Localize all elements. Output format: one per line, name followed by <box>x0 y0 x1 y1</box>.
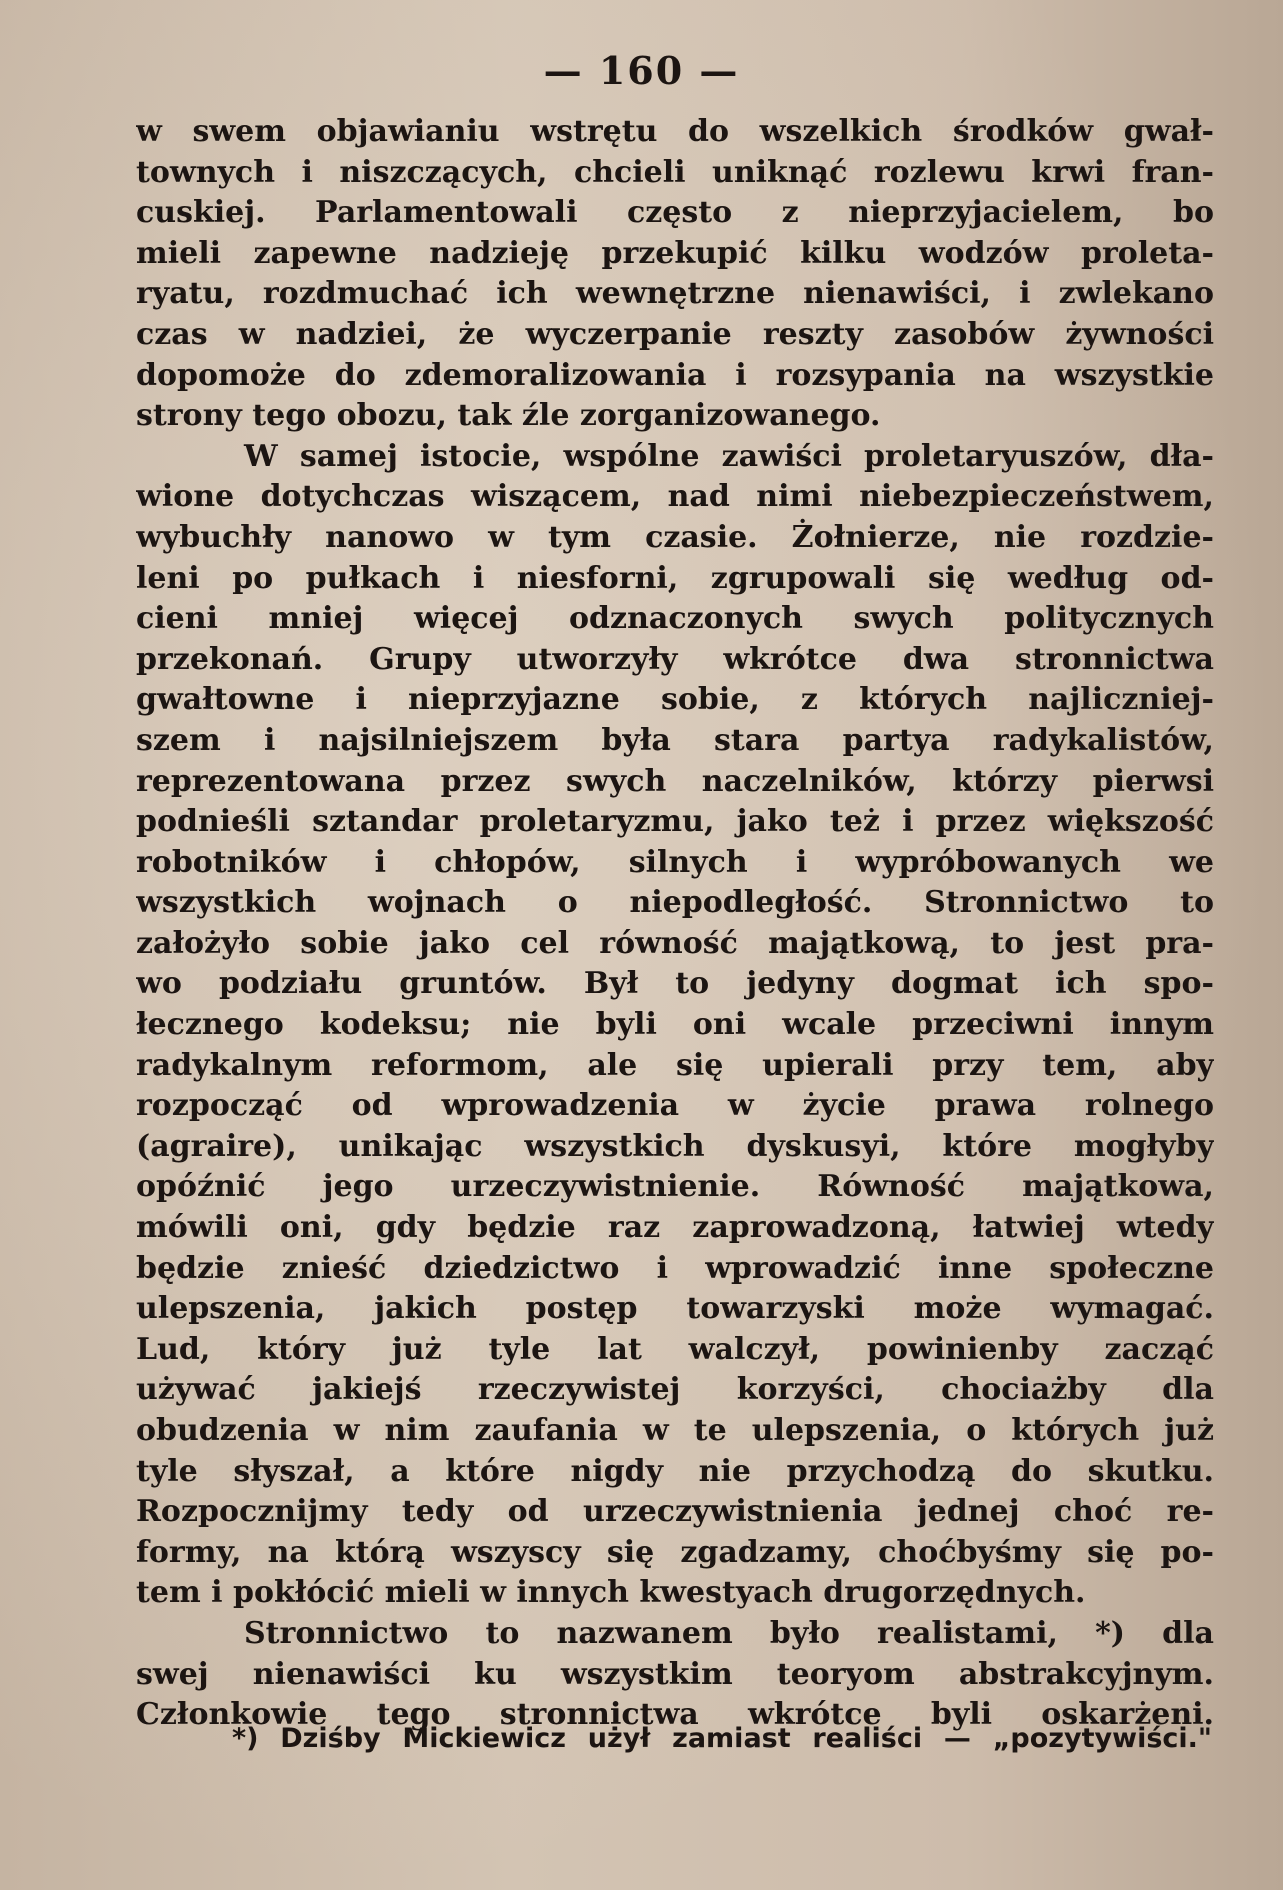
footnote: *) Dziśby Mickiewicz użył zamiast realiści — „pozytywiści." <box>232 1723 1212 1754</box>
body-text <box>136 112 1214 1736</box>
text-line: dopomoże do zdemoralizowania i rozsypania na wszystkie <box>136 357 1214 393</box>
text-line: Członkowie tego stronnictwa wkrótce byli oskarżeni. <box>136 1697 1214 1733</box>
text-line: gwałtowne i nieprzyjazne sobie, z których najliczniej- <box>136 682 1214 718</box>
text-line: reprezentowana przez swych naczelników, którzy pierwsi <box>136 763 1214 799</box>
page-number: — 160 — <box>543 48 740 93</box>
text-line: szem i najsilniejszem była stara partya radykalistów, <box>136 722 1214 758</box>
text-line: (agraire), unikając wszystkich dyskusyi, które mogłyby <box>136 1128 1214 1164</box>
text-line: ulepszenia, jakich postęp towarzyski może wymagać. <box>136 1291 1214 1327</box>
text-line: leni po pułkach i niesforni, zgrupowali się według od- <box>136 560 1214 596</box>
text-line: będzie znieść dziedzictwo i wprowadzić inne społeczne <box>136 1250 1214 1286</box>
text-line: tyle słyszał, a które nigdy nie przychodzą do skutku. <box>136 1453 1214 1489</box>
text-line: W samej istocie, wspólne zawiści proletaryuszów, dła- <box>244 438 1214 474</box>
text-line: przekonań. Grupy utworzyły wkrótce dwa stronnictwa <box>136 641 1214 677</box>
text-line: mówili oni, gdy będzie raz zaprowadzoną, łatwiej wtedy <box>136 1210 1214 1246</box>
text-line: założyło sobie jako cel równość majątkową, to jest pra- <box>136 925 1214 961</box>
text-line: używać jakiejś rzeczywistej korzyści, chociażby dla <box>136 1372 1214 1408</box>
text-line: Stronnictwo to nazwanem było realistami, *) dla <box>244 1615 1214 1651</box>
text-line: cuskiej. Parlamentowali często z nieprzyjacielem, bo <box>136 195 1214 231</box>
text-line: radykalnym reformom, ale się upierali przy tem, aby <box>136 1047 1214 1083</box>
text-line: mieli zapewne nadzieję przekupić kilku wodzów proleta- <box>136 235 1214 271</box>
text-line: tem i pokłócić mieli w innych kwestyach drugorzędnych. <box>136 1575 1086 1611</box>
text-line: wybuchły nanowo w tym czasie. Żołnierze, nie rozdzie- <box>136 519 1214 555</box>
text-line: opóźnić jego urzeczywistnienie. Równość majątkowa, <box>136 1169 1214 1205</box>
text-line: swej nienawiści ku wszystkim teoryom abstrakcyjnym. <box>136 1656 1214 1692</box>
text-line: Rozpocznijmy tedy od urzeczywistnienia jednej choć re- <box>136 1494 1214 1530</box>
text-line: obudzenia w nim zaufania w te ulepszenia, o których już <box>136 1413 1214 1448</box>
text-line: rozpocząć od wprowadzenia w życie prawa rolnego <box>136 1088 1214 1124</box>
text-line: wione dotychczas wiszącem, nad nimi niebezpieczeństwem, <box>136 479 1214 515</box>
text-line: łecznego kodeksu; nie byli oni wcale przeciwni innym <box>136 1007 1214 1043</box>
text-line: Lud, który już tyle lat walczył, powinienby zacząć <box>136 1331 1214 1367</box>
text-line: cieni mniej więcej odznaczonych swych politycznych <box>136 601 1214 637</box>
text-line: czas w nadziei, że wyczerpanie reszty zasobów żywności <box>136 316 1214 352</box>
text-line: wo podziału gruntów. Był to jedyny dogmat ich spo- <box>136 966 1214 1002</box>
text-line: podnieśli sztandar proletaryzmu, jako też i przez większość <box>136 804 1214 840</box>
text-line: w swem objawianiu wstrętu do wszelkich środków gwał- <box>136 114 1214 149</box>
text-line: ryatu, rozdmuchać ich wewnętrzne nienawiści, i zwlekano <box>136 276 1214 312</box>
text-line: strony tego obozu, tak źle zorganizowanego. <box>136 398 881 434</box>
text-line: robotników i chłopów, silnych i wypróbowanych we <box>136 844 1214 880</box>
text-line: formy, na którą wszyscy się zgadzamy, choćbyśmy się po- <box>136 1534 1214 1570</box>
text-line: wszystkich wojnach o niepodległość. Stronnictwo to <box>136 885 1214 921</box>
text-line: townych i niszczących, chcieli uniknąć rozlewu krwi fran- <box>136 154 1214 190</box>
